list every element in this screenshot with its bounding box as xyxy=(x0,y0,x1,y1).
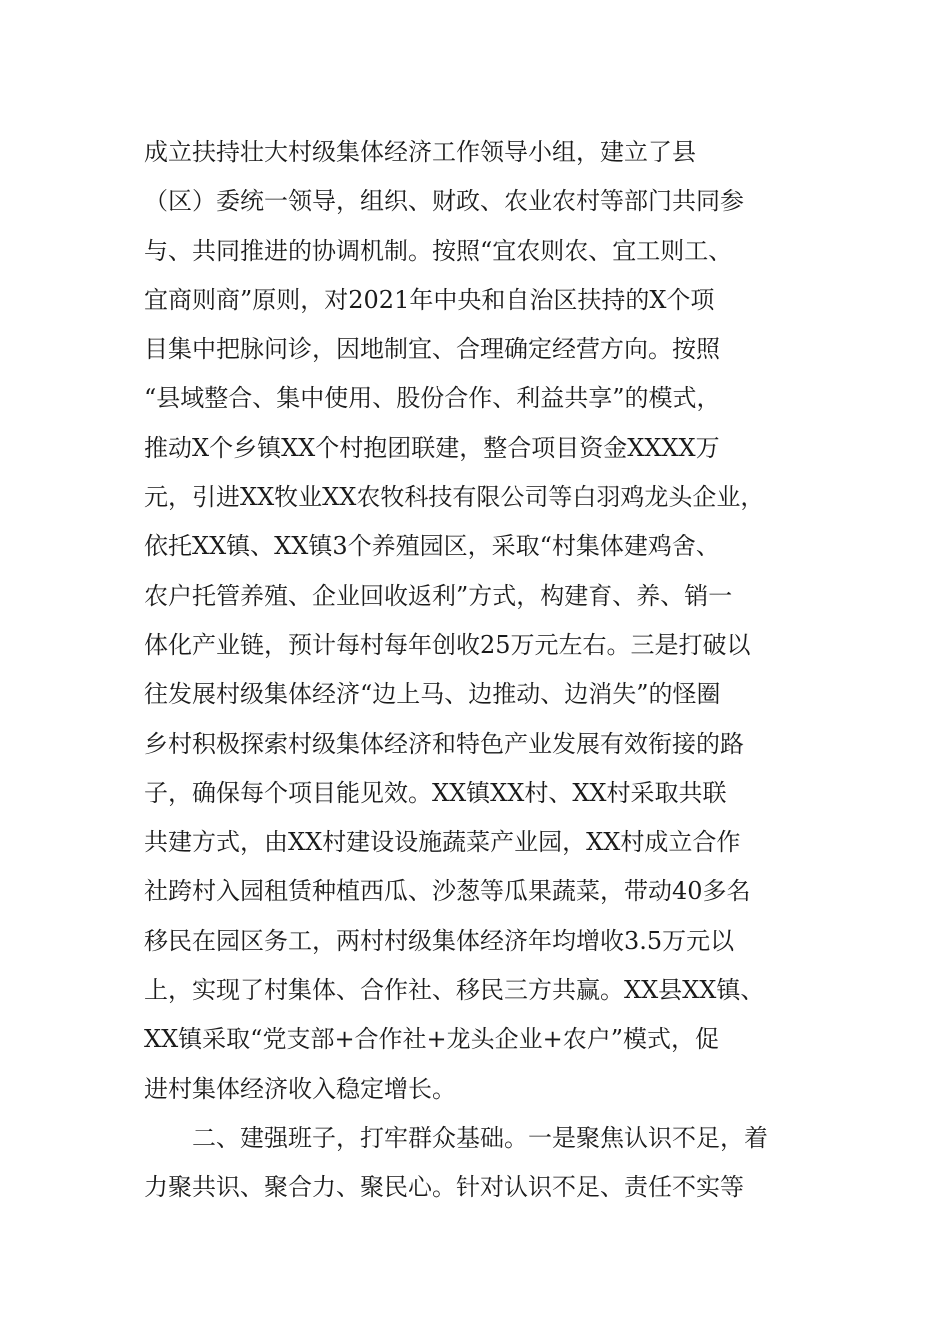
text-line: 农户托管养殖、企业回收返利”方式，构建育、养、销一 xyxy=(144,581,733,610)
text-line: （区）委统一领导，组织、财政、农业农村等部门共同参 xyxy=(144,187,744,216)
text-line: 目集中把脉问诊，因地制宜、合理确定经营方向。按照 xyxy=(144,335,720,364)
text-line: 力聚共识、聚合力、聚民心。针对认识不足、责任不实等 xyxy=(144,1173,744,1202)
paragraph-2 xyxy=(144,1114,844,1213)
text-line: 社跨村入园租赁种植西瓜、沙葱等瓜果蔬菜，带动40多名 xyxy=(144,877,751,906)
text-line: “县域整合、集中使用、股份合作、利益共享”的模式， xyxy=(144,384,721,413)
paragraph-1 xyxy=(144,128,844,1114)
text-line: 推动X个乡镇XX个村抱团联建，整合项目资金XXXX万 xyxy=(144,433,720,462)
text-line: 上，实现了村集体、合作社、移民三方共赢。XX县XX镇、 xyxy=(144,976,765,1005)
text-line: 元，引进XX牧业XX农牧科技有限公司等白羽鸡龙头企业， xyxy=(144,483,765,512)
text-line: 进村集体经济收入稳定增长。 xyxy=(144,1074,456,1103)
text-line: 与、共同推进的协调机制。按照“宜农则农、宜工则工、 xyxy=(144,236,733,265)
text-line: 共建方式，由XX村建设设施蔬菜产业园，XX村成立合作 xyxy=(144,828,741,857)
text-line: 子，确保每个项目能见效。XX镇XX村、XX村采取共联 xyxy=(144,778,727,807)
text-line: 往发展村级集体经济“边上马、边推动、边消失”的怪圈 xyxy=(144,680,721,709)
document-body xyxy=(144,128,844,1213)
text-line: 移民在园区务工，两村村级集体经济年均增收3.5万元以 xyxy=(144,926,735,955)
text-line: 体化产业链，预计每村每年创收25万元左右。三是打破以 xyxy=(144,630,751,659)
text-line: 成立扶持壮大村级集体经济工作领导小组，建立了县 xyxy=(144,138,696,166)
text-line: 乡村积极探索村级集体经济和特色产业发展有效衔接的路 xyxy=(144,729,744,758)
text-line: 宜商则商”原则，对2021年中央和自治区扶持的X个项 xyxy=(144,285,715,314)
text-line: 二、建强班子，打牢群众基础。一是聚焦认识不足，着 xyxy=(192,1123,768,1152)
text-line: XX镇采取“党支部+合作社+龙头企业+农户”模式，促 xyxy=(144,1025,720,1054)
text-line: 依托XX镇、XX镇3个养殖园区，采取“村集体建鸡舍、 xyxy=(144,532,720,561)
